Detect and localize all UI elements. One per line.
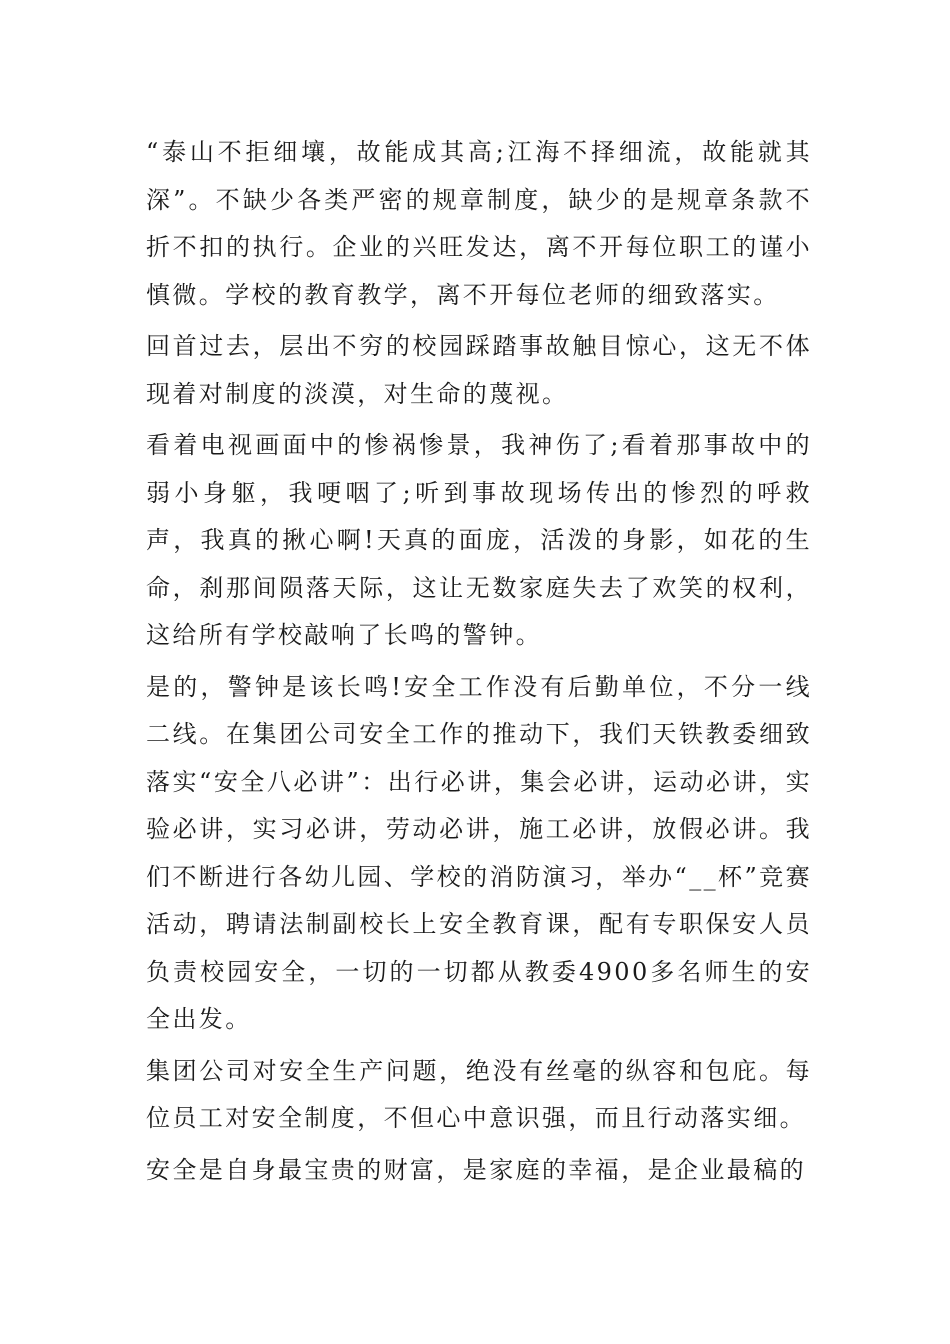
- paragraph-1: “泰山不拒细壤，故能成其高;江海不择细流，故能就其深”。不缺少各类严密的规章制度，缺少的是规章条款不折不扣的执行。企业的兴旺发达，离不开每位职工的谨小慎微。学校的教育教学，离不开每位老师的细致落实。: [146, 138, 812, 309]
- paragraph-4: 是的，警钟是该长鸣!安全工作没有后勤单位，不分一线二线。在集团公司安全工作的推动下，我们天铁教委细致落实“安全八必讲”：出行必讲，集会必讲，运动必讲，实验必讲，实习必讲，劳动必讲，施工必讲，放假必讲。我们不断进行各幼儿园、学校的消防演习，举办“__杯”竞赛活动，聘请法制副校长上安全教育课，配有专职保安人员负责校园安全，一切的一切都从教委4900多名师生的安全出发。: [146, 672, 812, 1033]
- paragraph-2: 回首过去，层出不穷的校园踩踏事故触目惊心，这无不体现着对制度的淡漠，对生命的蔑视。: [146, 332, 812, 408]
- document-body: [146, 129, 812, 1198]
- paragraph-5: 集团公司对安全生产问题，绝没有丝毫的纵容和包庇。每位员工对安全制度，不但心中意识强，而且行动落实细。: [146, 1056, 812, 1132]
- paragraph-3: 看着电视画面中的惨祸惨景，我神伤了;看着那事故中的弱小身躯，我哽咽了;听到事故现场传出的惨烈的呼救声，我真的揪心啊!天真的面庞，活泼的身影，如花的生命，刹那间陨落天际，这让无数家庭失去了欢笑的权利，这给所有学校敲响了长鸣的警钟。: [146, 431, 812, 649]
- paragraph-6: 安全是自身最宝贵的财富，是家庭的幸福，是企业最稿的: [146, 1155, 806, 1184]
